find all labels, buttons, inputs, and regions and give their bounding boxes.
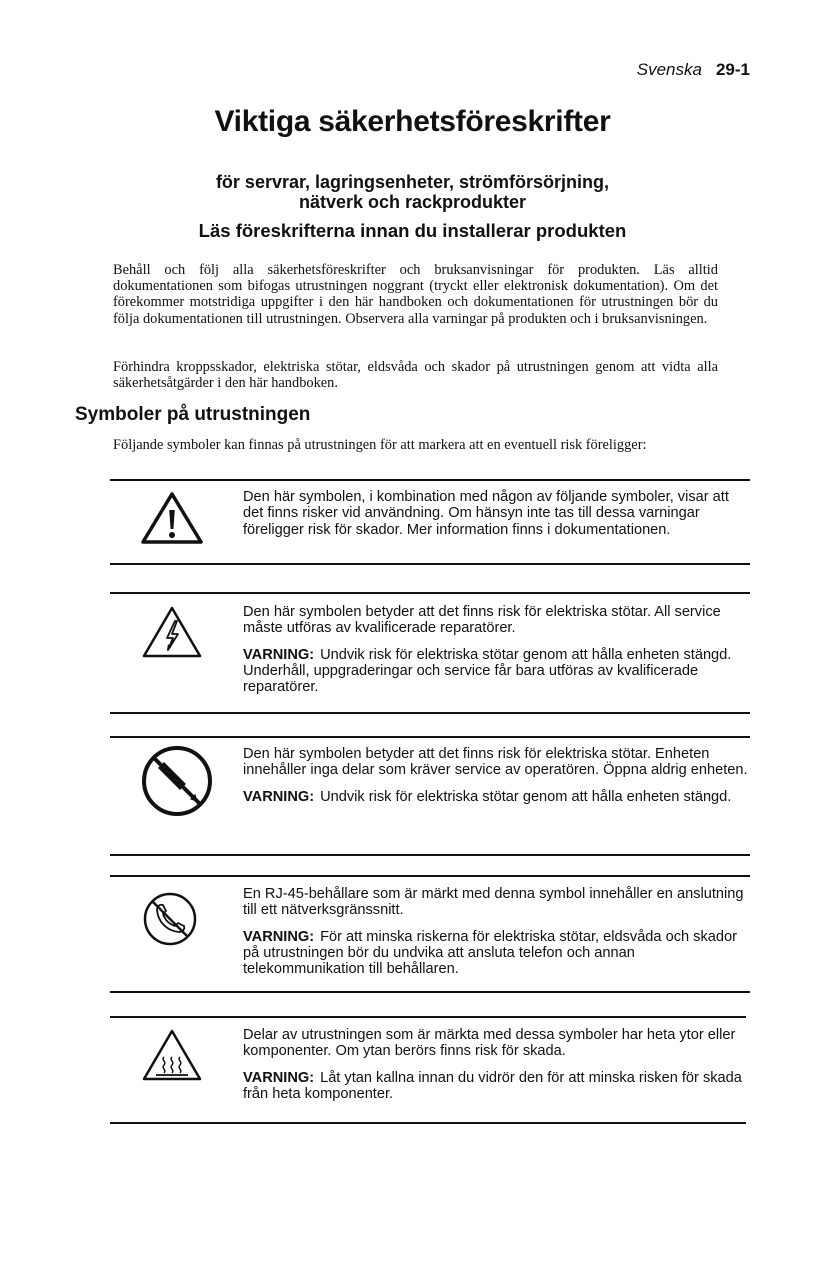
warning-label: VARNING:: [243, 788, 315, 805]
caution-triangle-icon: [140, 491, 204, 550]
symbol-row-no-telephone: [110, 875, 750, 993]
symbol-description: En RJ-45-behållare som är märkt med denna symbol innehåller en anslutning till ett nätverksgränssnitt.: [243, 886, 744, 919]
subtitle: [0, 172, 825, 212]
read-before-install-heading: Läs föreskrifterna innan du installerar produkten: [198, 220, 627, 241]
symbol-row-no-service: [110, 736, 750, 856]
symbol-row-caution: [110, 479, 750, 565]
header-language: Svenska: [636, 60, 702, 79]
hot-surface-triangle-icon: [140, 1027, 204, 1088]
warning-text: Undvik risk för elektriska stötar genom att hålla enheten stängd.: [320, 788, 732, 805]
warning-label: VARNING:: [243, 1069, 315, 1086]
symbol-description: Den här symbolen betyder att det finns risk för elektriska stötar. Enheten innehåller inga delar som kräver service av operatören. Öppna aldrig enheten.: [243, 746, 748, 779]
no-telephone-icon: [140, 889, 200, 954]
subtitle-line-1: för servrar, lagringsenheter, strömförsörjning,: [215, 172, 610, 192]
symbol-text: [243, 886, 748, 977]
section-heading: Symboler på utrustningen: [75, 404, 311, 425]
warning-text: Undvik risk för elektriska stötar genom att hålla enheten stängd. Underhåll, uppgraderingar och service får bara utföras av kvalificerade reparatörer.: [243, 646, 732, 696]
symbol-text: [243, 746, 748, 805]
page-header: [637, 60, 750, 80]
warning-text: För att minska riskerna för elektriska stötar, eldsvåda och skador på utrustningen bör du undvika att ansluta telefon och annan telekommunikation till behållaren.: [243, 928, 737, 978]
intro-paragraph-2: Förhindra kroppsskador, elektriska stötar, eldsvåda och skador på utrustningen genom att vidta alla säkerhetsåtgärder i den här handboken.: [113, 359, 718, 392]
symbol-row-electric-shock: [110, 592, 750, 714]
symbol-description: Den här symbolen betyder att det finns risk för elektriska stötar. All service måste utföras av kvalificerade reparatörer.: [243, 604, 721, 637]
symbol-text: [243, 489, 748, 538]
no-screwdriver-icon: [140, 744, 214, 823]
symbol-text: [243, 1027, 748, 1102]
symbol-description: Den här symbolen, i kombination med någon av följande symboler, visar att det finns risker vid användning. Om hänsyn inte tas till dessa varningar föreligger risk för skador. Mer information finns i dokumentationen.: [243, 489, 729, 538]
warning-label: VARNING:: [243, 928, 315, 945]
page-title: Viktiga säkerhetsföreskrifter: [214, 105, 611, 138]
symbol-description: Delar av utrustningen som är märkta med dessa symboler har heta ytor eller komponenter. Om ytan berörs finns risk för skada.: [243, 1027, 736, 1060]
symbol-warning: [243, 1070, 748, 1103]
subtitle-line-2: nätverk och rackprodukter: [298, 192, 527, 212]
page-number: 29-1: [715, 60, 750, 79]
warning-text: Låt ytan kallna innan du vidrör den för att minska risken för skada från heta komponenter.: [243, 1069, 742, 1102]
electric-shock-triangle-icon: [140, 604, 204, 665]
warning-label: VARNING:: [243, 646, 315, 663]
symbol-warning: [243, 789, 748, 805]
symbol-warning: [243, 929, 748, 978]
section-intro: Följande symboler kan finnas på utrustningen för att markera att en eventuell risk föreligger:: [113, 437, 647, 453]
symbol-row-hot-surface: [110, 1016, 746, 1124]
intro-paragraph-1: Behåll och följ alla säkerhetsföreskrifter och bruksanvisningar för produkten. Läs alltid dokumentationen som bifogas utrustningen noggrant (tryckt eller elektronisk dokumentation). Om det förekommer motstridiga uppgifter i den här handboken och dokumentationen för utrustningen bör du följa dokumentationen till utrustningen. Observera alla varningar på produkten och i bruksanvisningen.: [113, 262, 718, 327]
symbol-warning: [243, 647, 748, 696]
symbol-text: [243, 604, 748, 695]
